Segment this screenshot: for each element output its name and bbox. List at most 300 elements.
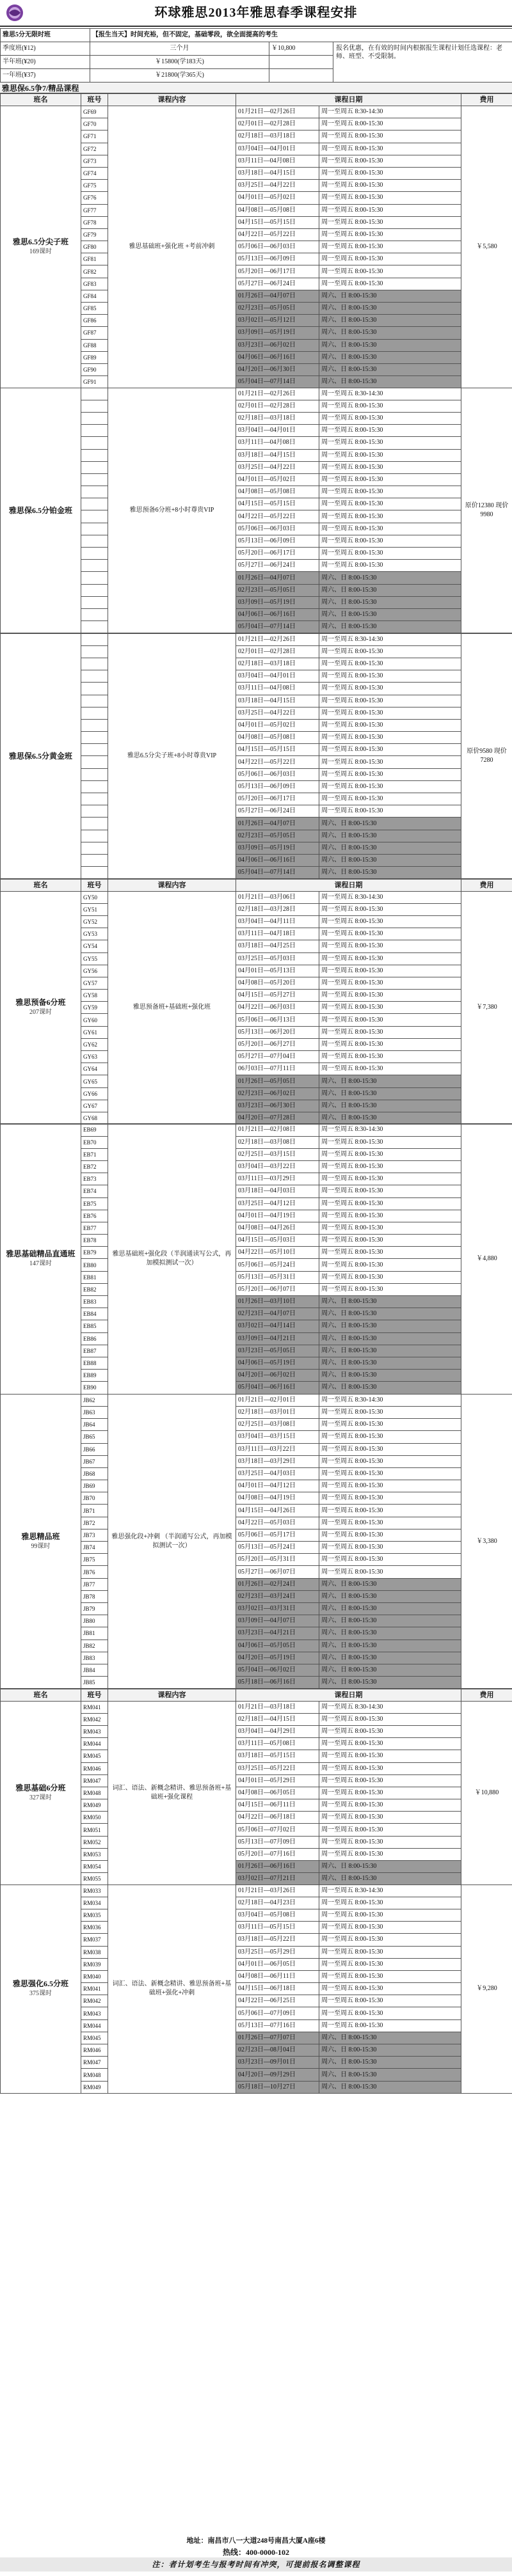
class-code — [81, 830, 108, 842]
class-time: 周六、日 8:00-15:30 — [319, 1320, 461, 1332]
class-code — [81, 449, 108, 461]
class-dates: 04月01日—04月12日 — [236, 1480, 319, 1492]
class-code: GY66 — [81, 1087, 108, 1100]
class-dates: 03月04日—03月22日 — [236, 1160, 319, 1173]
class-dates: 01月21日—02月26日 — [236, 106, 319, 118]
class-code: EB70 — [81, 1136, 108, 1148]
class-dates: 04月01日—05月02日 — [236, 473, 319, 486]
class-dates: 02月23日—04月07日 — [236, 1308, 319, 1320]
class-time: 周一至周五 8:00-15:30 — [319, 1799, 461, 1812]
class-dates: 04月22日—06月18日 — [236, 1812, 319, 1824]
course-table — [0, 1123, 512, 1394]
class-dates: 04月01日—05月02日 — [236, 192, 319, 204]
class-code: GF82 — [81, 265, 108, 278]
class-dates: 04月08日—06月11日 — [236, 1970, 319, 1982]
class-dates: 03月23日—04月21日 — [236, 1627, 319, 1640]
class-dates: 02月18日—04月23日 — [236, 1897, 319, 1909]
class-code — [81, 683, 108, 695]
class-code: GF89 — [81, 351, 108, 363]
class-dates: 05月06日—07月09日 — [236, 2007, 319, 2019]
class-time: 周六、日 8:00-15:30 — [319, 1578, 461, 1590]
class-code — [81, 695, 108, 707]
intro-class-name: 雅思5分无限时班 — [1, 29, 90, 42]
class-code: RM041 — [81, 1983, 108, 1995]
class-dates: 04月15日—06月18日 — [236, 1983, 319, 1995]
class-dates: 02月18日—03月18日 — [236, 130, 319, 143]
class-code: RM044 — [81, 2019, 108, 2032]
class-time: 周一至周五 8:00-15:30 — [319, 1136, 461, 1148]
class-time: 周一至周五 8:00-15:30 — [319, 683, 461, 695]
class-time: 周一至周五 8:00-15:30 — [319, 1492, 461, 1505]
class-time: 周一至周五 8:00-15:30 — [319, 645, 461, 658]
header-code: 班号 — [81, 879, 108, 891]
class-time: 周六、日 8:00-15:30 — [319, 842, 461, 854]
class-code: RM040 — [81, 1970, 108, 1982]
class-time: 周六、日 8:00-15:30 — [319, 327, 461, 339]
class-code: RM047 — [81, 2057, 108, 2069]
class-dates: 05月27日—06月24日 — [236, 560, 319, 572]
class-code: RM055 — [81, 1873, 108, 1885]
class-time: 周一至周五 8:00-15:30 — [319, 707, 461, 719]
class-code — [81, 510, 108, 523]
course-content: 雅思6.5分尖子班+8小时尊贵VIP — [108, 633, 236, 879]
class-time: 周一至周五 8:00-15:30 — [319, 253, 461, 265]
class-code — [81, 388, 108, 400]
class-dates: 05月13日—05月24日 — [236, 1542, 319, 1554]
class-time: 周六、日 8:00-15:30 — [319, 1615, 461, 1627]
class-code: GF80 — [81, 241, 108, 253]
course-table — [0, 1689, 512, 1886]
class-code — [81, 805, 108, 818]
class-code: RM035 — [81, 1909, 108, 1921]
table-row — [1, 891, 512, 903]
class-time: 周六、日 8:00-15:30 — [319, 339, 461, 351]
class-code — [81, 732, 108, 744]
course-name — [1, 633, 81, 879]
class-code: RM053 — [81, 1848, 108, 1860]
class-time: 周一至周五 8:00-15:30 — [319, 1467, 461, 1480]
class-dates: 04月08日—06月05日 — [236, 1787, 319, 1799]
table-header-row — [1, 1689, 512, 1701]
class-code: GF90 — [81, 363, 108, 375]
course-name — [1, 1124, 81, 1394]
class-dates: 05月18日—10月27日 — [236, 2081, 319, 2093]
class-dates: 05月04日—07月14日 — [236, 621, 319, 633]
class-dates: 01月21日—02月08日 — [236, 1124, 319, 1136]
class-time: 周六、日 8:00-15:30 — [319, 1861, 461, 1873]
course-name — [1, 891, 81, 1125]
class-dates: 05月06日—05月17日 — [236, 1529, 319, 1541]
class-time: 周六、日 8:00-15:30 — [319, 315, 461, 327]
class-time: 周一至周五 8:00-15:30 — [319, 425, 461, 437]
class-time: 周六、日 8:00-15:30 — [319, 1308, 461, 1320]
class-dates: 05月06日—06月03日 — [236, 768, 319, 780]
class-code: EB88 — [81, 1357, 108, 1369]
class-time: 周一至周五 8:00-15:30 — [319, 548, 461, 560]
class-code: JB74 — [81, 1542, 108, 1554]
class-code: GF72 — [81, 143, 108, 155]
class-code: RM050 — [81, 1812, 108, 1824]
class-code — [81, 584, 108, 596]
class-time: 周一至周五 8:00-15:30 — [319, 1197, 461, 1210]
class-time: 周一至周五 8:00-15:30 — [319, 278, 461, 290]
class-dates: 05月20日—06月17日 — [236, 265, 319, 278]
class-time: 周一至周五 8:00-15:30 — [319, 977, 461, 989]
class-code: RM054 — [81, 1861, 108, 1873]
class-time: 周一至周五 8:00-15:30 — [319, 1210, 461, 1222]
class-time: 周一至周五 8:00-15:30 — [319, 928, 461, 940]
header-code: 班号 — [81, 1689, 108, 1701]
class-time: 周六、日 8:00-15:30 — [319, 830, 461, 842]
class-dates: 02月23日—05月05日 — [236, 584, 319, 596]
header-dates: 课程日期 — [236, 1689, 461, 1701]
class-time: 周六、日 8:00-15:30 — [319, 363, 461, 375]
table-row — [1, 106, 512, 118]
class-code: GY57 — [81, 977, 108, 989]
class-code: EB89 — [81, 1370, 108, 1382]
class-dates: 04月08日—05月08日 — [236, 486, 319, 498]
class-time: 周一至周五 8:00-15:30 — [319, 1443, 461, 1455]
class-code: JB63 — [81, 1406, 108, 1418]
class-dates: 05月06日—07月02日 — [236, 1824, 319, 1836]
class-dates: 05月04日—06月02日 — [236, 1664, 319, 1676]
class-time: 周一至周五 8:00-15:30 — [319, 265, 461, 278]
class-dates: 03月18日—03月29日 — [236, 1455, 319, 1467]
class-time: 周一至周五 8:00-15:30 — [319, 719, 461, 731]
class-time: 周六、日 8:00-15:30 — [319, 1627, 461, 1640]
class-time: 周一至周五 8:00-15:30 — [319, 1517, 461, 1529]
header-content: 课程内容 — [108, 94, 236, 106]
class-dates: 03月23日—05月05日 — [236, 1345, 319, 1357]
class-dates: 03月04日—04月29日 — [236, 1725, 319, 1737]
class-dates: 04月20日—06月30日 — [236, 363, 319, 375]
class-dates: 03月04日—04月11日 — [236, 915, 319, 928]
class-code: JB62 — [81, 1394, 108, 1406]
class-time: 周六、日 8:00-15:30 — [319, 596, 461, 608]
class-time: 周一至周五 8:00-15:30 — [319, 1774, 461, 1787]
class-code: EB72 — [81, 1160, 108, 1173]
class-code — [81, 535, 108, 547]
course-content: 雅思强化段+冲刺 （半润通写公式，再加模拟测试一次） — [108, 1394, 236, 1689]
intro-table — [0, 28, 512, 83]
class-code — [81, 548, 108, 560]
class-time: 周六、日 8:00-15:30 — [319, 2044, 461, 2057]
header-content: 课程内容 — [108, 879, 236, 891]
class-code: GF71 — [81, 130, 108, 143]
class-code: GF78 — [81, 216, 108, 228]
class-code: GF70 — [81, 118, 108, 130]
class-time: 周六、日 8:00-15:30 — [319, 1357, 461, 1369]
class-dates: 03月23日—06月02日 — [236, 339, 319, 351]
header-content: 课程内容 — [108, 1689, 236, 1701]
header-dates: 课程日期 — [236, 94, 461, 106]
class-time: 周一至周五 8:00-15:30 — [319, 1750, 461, 1762]
course-name-label: 雅思保6.5分铂金班 — [8, 505, 72, 515]
class-dates: 05月13日—07月16日 — [236, 2019, 319, 2032]
class-dates: 05月04日—07月14日 — [236, 376, 319, 388]
class-dates: 03月18日—04月03日 — [236, 1185, 319, 1197]
course-price: ￥3,380 — [461, 1394, 512, 1689]
class-time: 周一至周五 8:00-15:30 — [319, 1480, 461, 1492]
class-dates: 03月25日—04月22日 — [236, 180, 319, 192]
class-time: 周一至周五 8:00-15:30 — [319, 1455, 461, 1467]
class-dates: 05月13日—06月09日 — [236, 253, 319, 265]
class-code: RM042 — [81, 1995, 108, 2007]
footer-phone: 热线：400-0000-102 — [223, 2548, 289, 2557]
class-code: RM052 — [81, 1836, 108, 1848]
class-dates: 04月08日—05月08日 — [236, 732, 319, 744]
class-time: 周六、日 8:00-15:30 — [319, 1382, 461, 1394]
class-time: 周一至周五 8:00-15:30 — [319, 204, 461, 216]
class-time: 周一至周五 8:00-15:30 — [319, 1787, 461, 1799]
class-code: JB69 — [81, 1480, 108, 1492]
section-title: 雅思保6.5争7/精品课程 — [0, 82, 512, 93]
class-code — [81, 473, 108, 486]
class-time: 周一至周五 8:00-15:30 — [319, 1271, 461, 1283]
intro-plan-label: 季度班(¥12) — [1, 42, 90, 56]
class-dates: 05月06日—05月24日 — [236, 1259, 319, 1271]
class-time: 周一至周五 8:00-15:30 — [319, 1431, 461, 1443]
class-code — [81, 670, 108, 683]
class-code: EB90 — [81, 1382, 108, 1394]
course-content: 雅思基础班+强化段（半润通读写公式，再加模拟测试一次） — [108, 1124, 236, 1394]
class-code: EB73 — [81, 1173, 108, 1185]
class-time: 周六、日 8:00-15:30 — [319, 1602, 461, 1615]
class-dates: 05月13日—07月09日 — [236, 1836, 319, 1848]
class-dates: 01月21日—02月01日 — [236, 1394, 319, 1406]
class-dates: 02月18日—03月08日 — [236, 1136, 319, 1148]
class-code: RM043 — [81, 1725, 108, 1737]
class-time: 周一至周五 8:00-15:30 — [319, 412, 461, 424]
class-code — [81, 461, 108, 473]
class-time: 周一至周五 8:00-15:30 — [319, 510, 461, 523]
class-code: JB84 — [81, 1664, 108, 1676]
class-time: 周一至周五 8:00-15:30 — [319, 1566, 461, 1578]
class-dates: 01月21日—03月06日 — [236, 891, 319, 903]
class-time: 周六、日 8:00-15:30 — [319, 1370, 461, 1382]
class-code: EB75 — [81, 1197, 108, 1210]
course-hours: 327课时 — [29, 1794, 52, 1801]
course-price: ￥9,280 — [461, 1885, 512, 2093]
class-dates: 05月20日—06月07日 — [236, 1283, 319, 1295]
class-dates: 05月20日—06月17日 — [236, 548, 319, 560]
class-code — [81, 707, 108, 719]
class-time: 周六、日 8:00-15:30 — [319, 1345, 461, 1357]
class-time: 周六、日 8:00-15:30 — [319, 572, 461, 584]
class-time: 周一至周五 8:00-15:30 — [319, 1725, 461, 1737]
table-row — [1, 1701, 512, 1713]
intro-plan-label: 半年班(¥20) — [1, 56, 90, 69]
class-code: GY56 — [81, 965, 108, 977]
class-dates: 03月11日—04月08日 — [236, 683, 319, 695]
class-dates: 04月15日—05月15日 — [236, 216, 319, 228]
class-code: JB68 — [81, 1467, 108, 1480]
class-code — [81, 560, 108, 572]
header-price: 费用 — [461, 94, 512, 106]
header — [0, 0, 512, 26]
class-time: 周六、日 8:00-15:30 — [319, 1296, 461, 1308]
class-dates: 03月18日—04月15日 — [236, 449, 319, 461]
class-time: 周六、日 8:00-15:30 — [319, 854, 461, 866]
class-dates: 03月02日—03月31日 — [236, 1602, 319, 1615]
class-code: RM045 — [81, 1750, 108, 1762]
class-time: 周一至周五 8:00-15:30 — [319, 1970, 461, 1982]
class-dates: 04月08日—05月08日 — [236, 204, 319, 216]
class-time: 周六、日 8:00-15:30 — [319, 1332, 461, 1345]
header-name: 班名 — [1, 879, 81, 891]
class-code: JB67 — [81, 1455, 108, 1467]
class-time: 周一至周五 8:00-15:30 — [319, 1897, 461, 1909]
class-time: 周一至周五 8:00-15:30 — [319, 118, 461, 130]
title-divider — [0, 26, 512, 27]
class-code — [81, 596, 108, 608]
course-content: 雅思预备6分班+8小时尊贵VIP — [108, 388, 236, 633]
course-hours: 169课时 — [29, 248, 52, 256]
class-time: 周一至周五 8:00-15:30 — [319, 1934, 461, 1946]
class-time: 周一至周五 8:00-15:30 — [319, 670, 461, 683]
class-code: GY54 — [81, 940, 108, 952]
class-code: EB87 — [81, 1345, 108, 1357]
class-time: 周一至周五 8:00-15:30 — [319, 1259, 461, 1271]
class-code — [81, 867, 108, 879]
class-time: 周六、日 8:00-15:30 — [319, 2032, 461, 2044]
class-dates: 05月06日—06月13日 — [236, 1014, 319, 1026]
class-time: 周一至周五 8:00-15:30 — [319, 523, 461, 535]
class-dates: 04月20日—05月19日 — [236, 1652, 319, 1664]
class-code: GF85 — [81, 303, 108, 315]
class-code — [81, 425, 108, 437]
class-code: EB74 — [81, 1185, 108, 1197]
class-code: JB70 — [81, 1492, 108, 1505]
class-time: 周一至周五 8:00-15:30 — [319, 241, 461, 253]
class-code: RM038 — [81, 1946, 108, 1958]
course-hours: 375课时 — [29, 1990, 52, 1998]
class-code: GY58 — [81, 990, 108, 1002]
class-time: 周一至周五 8:00-15:30 — [319, 1247, 461, 1259]
class-dates: 03月04日—04月01日 — [236, 670, 319, 683]
class-time: 周一至周五 8:00-15:30 — [319, 793, 461, 805]
class-time: 周一至周五 8:00-15:30 — [319, 1958, 461, 1970]
class-code: RM046 — [81, 2044, 108, 2057]
class-code: EB76 — [81, 1210, 108, 1222]
class-code: EB84 — [81, 1308, 108, 1320]
class-dates: 04月01日—05月02日 — [236, 719, 319, 731]
course-price: 原价9580 现价7280 — [461, 633, 512, 879]
class-dates: 02月23日—08月04日 — [236, 2044, 319, 2057]
class-dates: 03月11日—03月22日 — [236, 1443, 319, 1455]
class-code: JB79 — [81, 1602, 108, 1615]
footer-address: 地址：南昌市八一大道248号南昌大厦A座6楼 — [186, 2537, 326, 2545]
class-dates: 04月22日—05月22日 — [236, 228, 319, 241]
table-row — [1, 1124, 512, 1136]
class-dates: 05月20日—06月17日 — [236, 793, 319, 805]
class-dates: 03月09日—05月19日 — [236, 596, 319, 608]
class-dates: 04月01日—05月13日 — [236, 965, 319, 977]
class-time: 周六、日 8:00-15:30 — [319, 1873, 461, 1885]
course-name-label: 雅思6.5分尖子班 — [12, 237, 68, 247]
intro-plan-price: ￥10,800 — [269, 42, 333, 56]
class-code — [81, 621, 108, 633]
class-time: 周一至周五 8:00-15:30 — [319, 143, 461, 155]
class-dates: 03月02日—07月21日 — [236, 1873, 319, 1885]
class-dates: 04月01日—05月29日 — [236, 1774, 319, 1787]
class-dates: 04月22日—05月03日 — [236, 1517, 319, 1529]
class-time: 周一至周五 8:00-15:30 — [319, 192, 461, 204]
intro-class-desc: 【报生当天】时间充裕，但不固定，基础零段，欲全面提高的考生 — [90, 29, 512, 42]
class-time: 周一至周五 8:00-15:30 — [319, 1812, 461, 1824]
class-dates: 04月06日—05月19日 — [236, 1357, 319, 1369]
class-time: 周一至周五 8:00-15:30 — [319, 130, 461, 143]
class-time: 周一至周五 8:00-15:30 — [319, 658, 461, 670]
class-code — [81, 498, 108, 510]
class-code: JB65 — [81, 1431, 108, 1443]
class-time: 周一至周五 8:30-14:30 — [319, 1394, 461, 1406]
class-dates: 04月15日—05月15日 — [236, 498, 319, 510]
class-time: 周一至周五 8:00-15:30 — [319, 180, 461, 192]
header-name: 班名 — [1, 94, 81, 106]
course-price: ￥4,880 — [461, 1124, 512, 1394]
class-dates: 05月27日—06月24日 — [236, 805, 319, 818]
class-time: 周一至周五 8:00-15:30 — [319, 1946, 461, 1958]
class-code: JB73 — [81, 1529, 108, 1541]
class-code: GF79 — [81, 228, 108, 241]
class-code — [81, 572, 108, 584]
class-dates: 03月18日—04月15日 — [236, 167, 319, 179]
class-dates: 01月26日—02月24日 — [236, 1578, 319, 1590]
class-dates: 03月09日—04月21日 — [236, 1332, 319, 1345]
class-time: 周六、日 8:00-15:30 — [319, 608, 461, 620]
class-code: GY50 — [81, 891, 108, 903]
class-dates: 03月25日—05月03日 — [236, 952, 319, 965]
class-dates: 03月02日—05月12日 — [236, 315, 319, 327]
class-time: 周一至周五 8:00-15:30 — [319, 1419, 461, 1431]
class-code: GY65 — [81, 1075, 108, 1087]
class-code: GY63 — [81, 1051, 108, 1063]
class-dates: 05月20日—06月27日 — [236, 1038, 319, 1050]
class-dates: 04月15日—05月15日 — [236, 744, 319, 756]
class-dates: 04月01日—06月05日 — [236, 1958, 319, 1970]
class-code — [81, 818, 108, 830]
course-hours: 99课时 — [31, 1542, 51, 1550]
class-time: 周一至周五 8:00-15:30 — [319, 400, 461, 412]
class-time: 周一至周五 8:00-15:30 — [319, 1542, 461, 1554]
class-dates: 04月22日—06月25日 — [236, 1995, 319, 2007]
class-code: JB81 — [81, 1627, 108, 1640]
class-code: GF88 — [81, 339, 108, 351]
class-code: EB81 — [81, 1271, 108, 1283]
course-name — [1, 106, 81, 388]
class-time: 周六、日 8:00-15:30 — [319, 584, 461, 596]
class-dates: 05月13日—06月09日 — [236, 780, 319, 793]
class-time: 周一至周五 8:00-15:30 — [319, 1909, 461, 1921]
class-dates: 03月18日—05月22日 — [236, 1934, 319, 1946]
class-code — [81, 486, 108, 498]
class-code: RM045 — [81, 2032, 108, 2044]
class-dates: 03月11日—03月29日 — [236, 1173, 319, 1185]
class-code: JB77 — [81, 1578, 108, 1590]
class-code: RM037 — [81, 1934, 108, 1946]
class-code: JB78 — [81, 1590, 108, 1602]
class-dates: 04月20日—06月02日 — [236, 1370, 319, 1382]
class-time: 周一至周五 8:00-15:30 — [319, 1713, 461, 1725]
class-code: GY61 — [81, 1026, 108, 1038]
intro-plan-label: 一年班(¥37) — [1, 69, 90, 83]
course-price: 原价12380 现价9980 — [461, 388, 512, 633]
class-code: GY52 — [81, 915, 108, 928]
course-hours: 207课时 — [29, 1009, 52, 1016]
class-code: JB80 — [81, 1615, 108, 1627]
class-time: 周一至周五 8:30-14:30 — [319, 106, 461, 118]
